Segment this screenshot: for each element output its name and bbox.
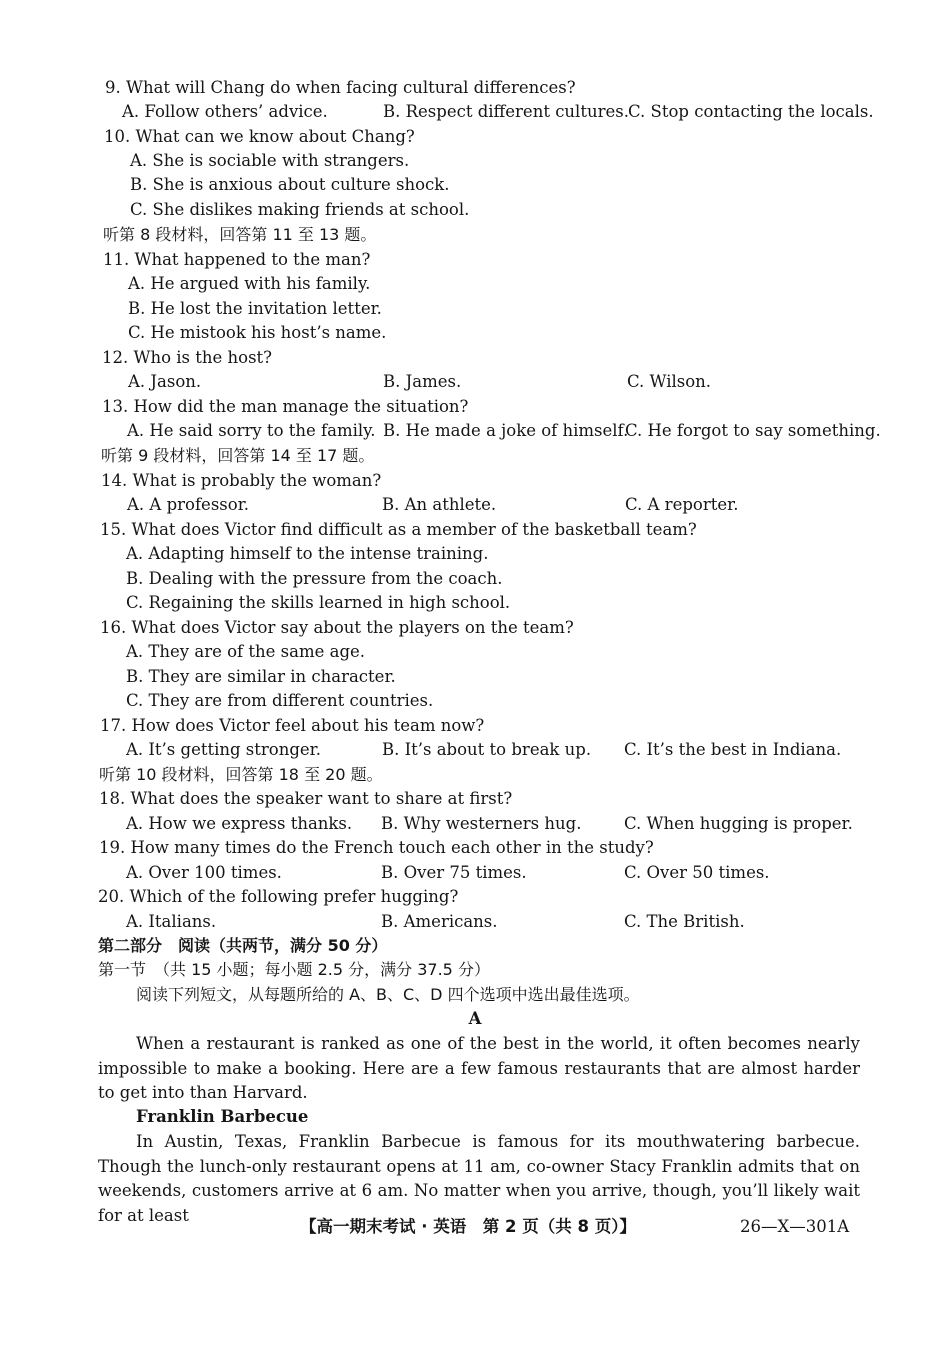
q12-option-b: B. James. (383, 372, 462, 391)
q11-option-c: C. He mistook his host’s name. (128, 323, 387, 342)
part2-title: 第二部分 阅读（共两节，满分 50 分） (98, 936, 388, 955)
question-15-stem: 15. What does Victor find difficult as a member of the basketball team? (100, 520, 697, 539)
q9-option-a: A. Follow others’ advice. (122, 102, 328, 121)
q9-option-b: B. Respect different cultures. (383, 102, 629, 121)
question-18-stem: 18. What does the speaker want to share at first? (99, 789, 513, 808)
q18-option-b: B. Why westerners hug. (381, 814, 582, 833)
q19-option-a: A. Over 100 times. (126, 863, 282, 882)
passage-paragraph-2 (98, 1130, 860, 1228)
q16-option-a: A. They are of the same age. (126, 642, 366, 661)
q10-option-b: B. She is anxious about culture shock. (130, 175, 450, 194)
passage-subheading: Franklin Barbecue (136, 1107, 309, 1126)
q10-option-a: A. She is sociable with strangers. (130, 151, 410, 170)
q16-option-c: C. They are from different countries. (126, 691, 434, 710)
question-14-stem: 14. What is probably the woman? (101, 471, 382, 490)
footer-title: 【高一期末考试 · 英语 第 2 页（共 8 页）】 (300, 1217, 636, 1236)
question-19-stem: 19. How many times do the French touch each other in the study? (99, 838, 654, 857)
q10-option-c: C. She dislikes making friends at school. (130, 200, 470, 219)
q11-option-a: A. He argued with his family. (128, 274, 371, 293)
question-12-stem: 12. Who is the host? (102, 348, 273, 367)
reading-instruction: 阅读下列短文，从每题所给的 A、B、C、D 四个选项中选出最佳选项。 (136, 985, 640, 1004)
listen-section-10-header: 听第 10 段材料，回答第 18 至 20 题。 (99, 765, 383, 784)
passage-letter: A (468, 1009, 482, 1028)
question-9-stem: 9. What will Chang do when facing cultural differences? (105, 78, 576, 97)
question-20-stem: 20. Which of the following prefer hugging? (98, 887, 459, 906)
q19-option-b: B. Over 75 times. (381, 863, 527, 882)
q15-option-b: B. Dealing with the pressure from the coach. (126, 569, 503, 588)
question-13-stem: 13. How did the man manage the situation? (102, 397, 469, 416)
q15-option-c: C. Regaining the skills learned in high school. (126, 593, 511, 612)
question-11-stem: 11. What happened to the man? (103, 250, 371, 269)
q15-option-a: A. Adapting himself to the intense training. (126, 544, 489, 563)
footer-code: 26—X—301A (740, 1217, 850, 1236)
listen-section-8-header: 听第 8 段材料，回答第 11 至 13 题。 (103, 225, 377, 244)
q13-option-a: A. He said sorry to the family. (127, 421, 376, 440)
passage-paragraph-2-text: In Austin, Texas, Franklin Barbecue is famous for its mouthwatering barbecue. Though the lunch-only restaurant opens at 11 am, co-owner Stacy Franklin admits that on weekends, customers arrive at 6 am. No matter when you arrive, though, you’ll likely wait for at least (98, 1132, 860, 1225)
question-17-stem: 17. How does Victor feel about his team now? (100, 716, 485, 735)
q20-option-b: B. Americans. (381, 912, 498, 931)
q16-option-b: B. They are similar in character. (126, 667, 396, 686)
q13-option-c: C. He forgot to say something. (625, 421, 881, 440)
q12-option-c: C. Wilson. (627, 372, 712, 391)
q14-option-c: C. A reporter. (625, 495, 739, 514)
q11-option-b: B. He lost the invitation letter. (128, 299, 382, 318)
q18-option-c: C. When hugging is proper. (624, 814, 853, 833)
q20-option-c: C. The British. (624, 912, 745, 931)
q12-option-a: A. Jason. (128, 372, 202, 391)
section1-title: 第一节 （共 15 小题；每小题 2.5 分，满分 37.5 分） (98, 960, 490, 979)
q14-option-b: B. An athlete. (382, 495, 497, 514)
passage-paragraph-1 (98, 1032, 860, 1106)
question-10-stem: 10. What can we know about Chang? (104, 127, 415, 146)
question-16-stem: 16. What does Victor say about the players on the team? (100, 618, 574, 637)
q17-option-c: C. It’s the best in Indiana. (624, 740, 842, 759)
passage-paragraph-1-text: When a restaurant is ranked as one of the best in the world, it often becomes nearly impossible to make a booking. Here are a few famous restaurants that are almost harder to get into than Harvard. (98, 1034, 860, 1102)
q9-option-c: C. Stop contacting the locals. (628, 102, 874, 121)
q18-option-a: A. How we express thanks. (126, 814, 353, 833)
listen-section-9-header: 听第 9 段材料，回答第 14 至 17 题。 (101, 446, 375, 465)
q14-option-a: A. A professor. (127, 495, 250, 514)
q20-option-a: A. Italians. (126, 912, 217, 931)
q13-option-b: B. He made a joke of himself. (383, 421, 629, 440)
q17-option-b: B. It’s about to break up. (382, 740, 592, 759)
q17-option-a: A. It’s getting stronger. (126, 740, 322, 759)
q19-option-c: C. Over 50 times. (624, 863, 770, 882)
